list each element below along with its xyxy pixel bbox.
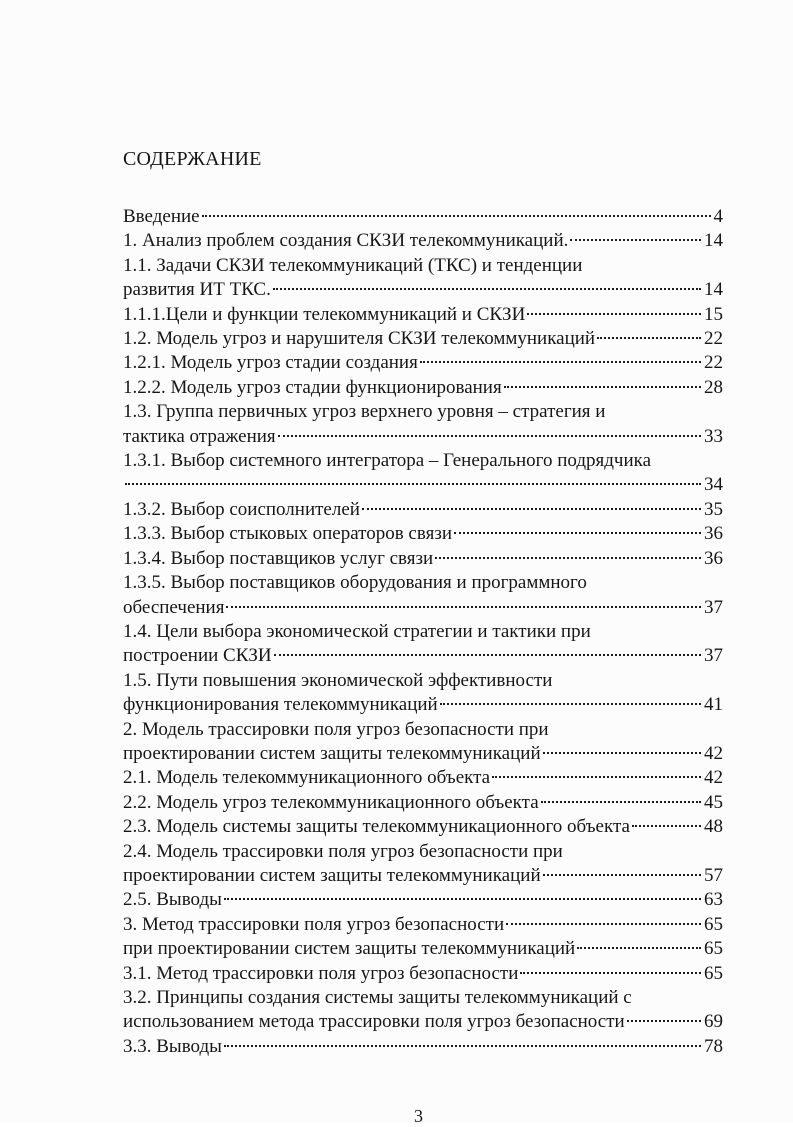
toc-entry <box>123 718 723 767</box>
toc-leader-dots <box>278 435 701 437</box>
toc-page-number: 34 <box>704 474 723 496</box>
toc-row <box>123 888 723 912</box>
toc-entry <box>123 327 723 351</box>
toc-page-number: 28 <box>704 376 723 398</box>
toc-row <box>123 498 723 522</box>
toc-entry-title: 1.2.1. Модель угроз стадии создания <box>123 352 418 374</box>
toc-entry <box>123 351 723 375</box>
toc-entry-title: 1.3.2. Выбор соисполнителей <box>123 498 360 520</box>
toc-row <box>123 376 723 400</box>
toc-entry <box>123 962 723 986</box>
toc-page-number: 37 <box>704 596 723 618</box>
toc-page-number: 42 <box>704 742 723 764</box>
toc-row <box>123 742 723 766</box>
toc-row <box>123 278 723 302</box>
toc-entry-title: использованием метода трассировки поля угроз безопасности <box>123 1011 625 1033</box>
toc-page-number: 14 <box>704 279 723 301</box>
toc-entry-title: 2.3. Модель системы защиты телекоммуникационного объекта <box>123 816 630 838</box>
toc-row <box>123 962 723 986</box>
toc-entry-title: при проектировании систем защиты телекоммуникаций <box>123 938 576 960</box>
toc-row <box>123 693 723 717</box>
toc-entry-title: 1.3.4. Выбор поставщиков услуг связи <box>123 547 434 569</box>
toc-page-number: 36 <box>704 523 723 545</box>
toc-row <box>123 351 723 375</box>
toc-entry-title-line: 1.3.5. Выбор поставщиков оборудования и программного <box>123 572 587 594</box>
toc-leader-dots <box>527 313 701 315</box>
toc-page-number: 22 <box>704 328 723 350</box>
toc-row <box>123 205 723 229</box>
toc-entry-title-line: 3.2. Принципы создания системы защиты телекоммуникаций с <box>123 987 632 1008</box>
toc-leader-dots <box>273 288 701 290</box>
toc-entry-title: 1.1.1.Цели и функции телекоммуникаций и СКЗИ <box>123 303 526 325</box>
toc-entry <box>123 815 723 839</box>
toc-leader-dots <box>520 972 701 974</box>
toc-entry <box>123 571 723 620</box>
toc-entry-title: функционирования телекоммуникаций <box>123 694 438 716</box>
toc-row <box>123 864 723 888</box>
toc-leader-dots <box>543 874 701 876</box>
toc-leader-dots <box>224 1045 701 1047</box>
toc-entry-title: 3.3. Выводы <box>123 1035 222 1057</box>
toc-entry-title: построении СКЗИ <box>123 645 272 667</box>
toc-page-number: 65 <box>704 913 723 935</box>
toc-entry <box>123 229 723 253</box>
toc-entry-title-line: 2. Модель трассировки поля угроз безопасности при <box>123 718 549 740</box>
toc-entry <box>123 937 723 961</box>
toc-page-number: 37 <box>704 645 723 667</box>
toc-page-number: 42 <box>704 767 723 789</box>
toc-entry-title: 2.5. Выводы <box>123 889 222 911</box>
toc-row <box>123 791 723 815</box>
toc-leader-dots <box>362 508 701 510</box>
toc-entry <box>123 205 723 229</box>
toc-entry <box>123 522 723 546</box>
toc-leader-dots <box>506 923 701 925</box>
toc-leader-dots <box>226 606 701 608</box>
toc-row <box>123 913 723 937</box>
toc-entry-title-line: 1.4. Цели выбора экономической стратегии и тактики при <box>123 620 591 642</box>
toc-entry-title: 2.1. Модель телекоммуникационного объекта <box>123 767 491 789</box>
toc-leader-dots <box>454 532 701 534</box>
toc-row <box>123 766 723 790</box>
toc-entry-title-line: 1.1. Задачи СКЗИ телекоммуникаций (ТКС) и тенденции <box>123 254 583 276</box>
toc-page-number: 45 <box>704 791 723 813</box>
toc-entry <box>123 254 723 303</box>
page-number: 3 <box>414 1106 423 1126</box>
toc-row <box>123 1035 723 1059</box>
toc-leader-dots <box>440 703 701 705</box>
toc-page-number: 33 <box>704 425 723 447</box>
toc-page-number: 15 <box>704 303 723 325</box>
toc-entry-title-line: 1.3.1. Выбор системного интегратора – Генерального подрядчика <box>123 450 652 472</box>
toc-entry-title: 2.2. Модель угроз телекоммуникационного объекта <box>123 791 539 813</box>
toc-entry-title: 1.2.2. Модель угроз стадии функционирования <box>123 376 502 398</box>
toc-entry <box>123 400 723 449</box>
toc-entry-title: 1.3.3. Выбор стыковых операторов связи <box>123 523 452 545</box>
toc-page-number: 63 <box>704 889 723 911</box>
toc-entry <box>123 547 723 571</box>
toc-row <box>123 1010 723 1034</box>
toc-entry-title: обеспечения <box>123 596 225 618</box>
toc-leader-dots <box>627 1020 701 1022</box>
toc-entry-title: 3. Метод трассировки поля угроз безопасности <box>123 913 505 935</box>
toc-row <box>123 229 723 253</box>
toc-entry-title-line: 2.4. Модель трассировки поля угроз безопасности при <box>123 840 563 862</box>
toc-entry <box>123 888 723 912</box>
toc-page-number: 35 <box>704 498 723 520</box>
toc-row <box>123 425 723 449</box>
toc-row <box>123 644 723 668</box>
toc-row <box>123 596 723 620</box>
toc-leader-dots <box>202 215 711 217</box>
toc-leader-dots <box>420 361 701 363</box>
toc-entry <box>123 840 723 889</box>
toc-entry-title: проектировании систем защиты телекоммуникаций <box>123 742 541 764</box>
toc-entry <box>123 1035 723 1059</box>
toc-page-number: 69 <box>704 1011 723 1033</box>
toc-row <box>123 937 723 961</box>
toc-row <box>123 473 723 497</box>
toc-leader-dots <box>224 898 701 900</box>
toc-page-number: 36 <box>704 547 723 569</box>
toc-entry <box>123 498 723 522</box>
toc-row <box>123 303 723 327</box>
toc-page-number: 78 <box>704 1035 723 1057</box>
toc-entry-title: развития ИТ ТКС. <box>123 279 271 301</box>
toc-leader-dots <box>543 752 701 754</box>
toc-entry <box>123 791 723 815</box>
toc-entry-title: проектировании систем защиты телекоммуникаций <box>123 864 541 886</box>
page-title: СОДЕРЖАНИЕ <box>123 148 262 170</box>
toc-entry-title: Введение <box>123 206 200 227</box>
toc-page-number: 65 <box>704 938 723 960</box>
toc-entry <box>123 303 723 327</box>
toc-page-number: 14 <box>704 230 723 252</box>
toc-leader-dots <box>597 337 701 339</box>
toc-page-number: 48 <box>704 816 723 838</box>
toc-entry-title: 1.2. Модель угроз и нарушителя СКЗИ телекоммуникаций <box>123 328 596 350</box>
toc-page-number: 22 <box>704 352 723 374</box>
toc-leader-dots <box>570 239 701 241</box>
toc-page-number: 41 <box>704 694 723 716</box>
toc-entry-title: 1. Анализ проблем создания СКЗИ телекоммуникаций. <box>123 230 569 252</box>
toc-entry-title: тактика отражения <box>123 425 276 447</box>
toc-entry <box>123 986 723 1035</box>
toc-leader-dots <box>274 654 701 656</box>
toc-entry <box>123 913 723 937</box>
toc-row <box>123 815 723 839</box>
toc-entry-title-line: 1.3. Группа первичных угроз верхнего уровня – стратегия и <box>123 401 606 423</box>
toc-entry <box>123 669 723 718</box>
toc-entry <box>123 449 723 498</box>
toc-row <box>123 547 723 571</box>
toc-leader-dots <box>541 801 701 803</box>
toc-leader-dots <box>125 483 701 485</box>
table-of-contents <box>123 205 723 1059</box>
toc-row <box>123 522 723 546</box>
toc-entry-title-line: 1.5. Пути повышения экономической эффективности <box>123 669 553 691</box>
toc-page-number: 57 <box>704 864 723 886</box>
toc-page-number: 65 <box>704 962 723 984</box>
toc-leader-dots <box>492 776 701 778</box>
toc-leader-dots <box>504 386 701 388</box>
toc-leader-dots <box>435 557 701 559</box>
toc-leader-dots <box>632 825 701 827</box>
toc-entry-title: 3.1. Метод трассировки поля угроз безопасности <box>123 962 519 984</box>
toc-row <box>123 327 723 351</box>
toc-page-number: 4 <box>713 206 723 227</box>
toc-entry <box>123 620 723 669</box>
toc-entry <box>123 376 723 400</box>
toc-entry <box>123 766 723 790</box>
toc-leader-dots <box>577 947 701 949</box>
